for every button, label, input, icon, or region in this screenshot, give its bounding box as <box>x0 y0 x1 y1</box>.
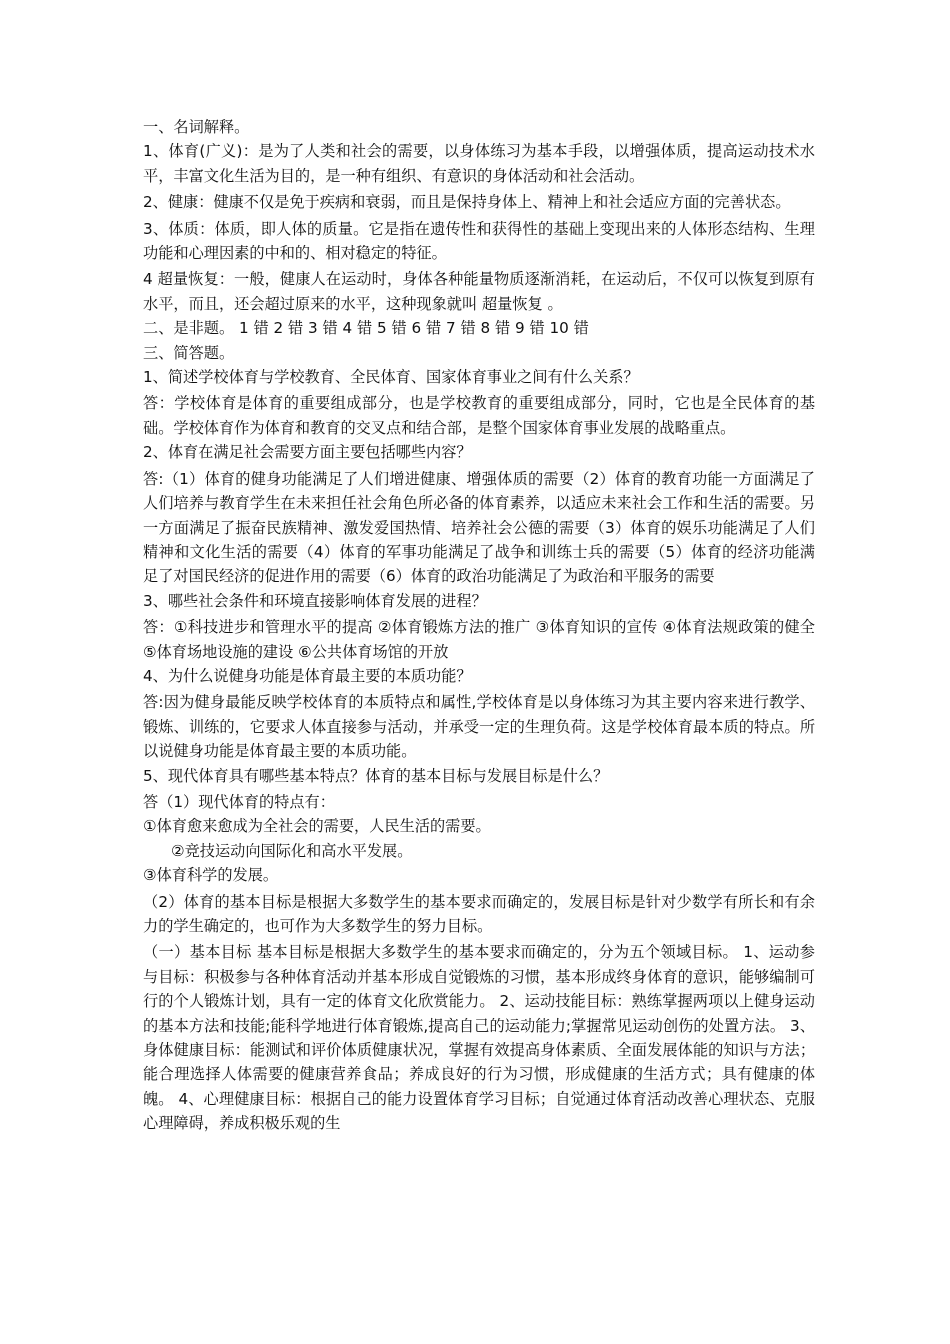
question-2: 2、体育在满足社会需要方面主要包括哪些内容？ <box>143 443 472 462</box>
answer-5-point-1: ①体育愈来愈成为全社会的需要，人民生活的需要。 <box>143 817 491 836</box>
section-heading-definitions: 一、名词解释。 <box>143 118 250 136</box>
question-3: 3、哪些社会条件和环境直接影响体育发展的进程？ <box>143 591 487 610</box>
question-5: 5、现代体育具有哪些基本特点？体育的基本目标与发展目标是什么？ <box>143 766 609 785</box>
question-1: 1、简述学校体育与学校教育、全民体育、国家体育事业之间有什么关系？ <box>143 368 639 387</box>
definition-supercompensation: 4 超量恢复：一般，健康人在运动时，身体各种能量物质逐渐消耗，在运动后，不仅可以恢复到原有水平，而且，还会超过原来的水平，这种现象就叫 超量恢复 。 <box>143 270 815 313</box>
answer-4: 答:因为健身最能反映学校体育的本质特点和属性,学校体育是以身体练习为其主要内容来进行教学、锻炼、训练的，它要求人体直接参与活动，并承受一定的生理负荷。这是学校体育最本质的特点。所以说健身功能是体育最主要的本质功能。 <box>143 693 815 761</box>
answer-3: 答：①科技进步和管理水平的提高 ②体育锻炼方法的推广 ③体育知识的宣传 ④体育法规政策的健全 ⑤体育场地设施的建设 ⑥公共体育场馆的开放 <box>143 618 815 661</box>
answer-5-basic-goals: （一）基本目标 基本目标是根据大多数学生的基本要求而确定的，分为五个领域目标。 1、运动参与目标：积极参与各种体育活动并基本形成自觉锻炼的习惯，基本形成终身体育的意识，能够编制可行的个人锻炼计划，具有一定的体育文化欣赏能力。 2、运动技能目标：熟练掌握两项以上健身运动的基本方法和技能;能科学地进行体育锻炼,提高自己的运动能力;掌握常见运动创伤的处置方法。 3、身体健康目标：能测试和评价体质健康状况，掌握有效提高身体素质、全面发展体能的知识与方法；能合理选择人体需要的健康营养食品；养成良好的行为习惯，形成健康的生活方式；具有健康的体魄。 4、心理健康目标：根据自己的能力设置体育学习目标；自觉通过体育活动改善心理状态、克服心理障碍，养成积极乐观的生 <box>143 943 815 1133</box>
section-heading-true-false: 二、是非题。 1 错 2 错 3 错 4 错 5 错 6 错 7 错 8 错 9 错 10 错 <box>143 319 589 338</box>
definition-health: 2、健康：健康不仅是免于疾病和衰弱，而且是保持身体上、精神上和社会适应方面的完善状态。 <box>143 193 791 212</box>
answer-2: 答:（1）体育的健身功能满足了人们增进健康、增强体质的需要（2）体育的教育功能一方面满足了人们培养与教育学生在未来担任社会角色所必备的体育素养，以适应未来社会工作和生活的需要。另一方面满足了振奋民族精神、激发爱国热情、培养社会公德的需要（3）体育的娱乐功能满足了人们精神和文化生活的需要（4）体育的军事功能满足了战争和训练士兵的需要（5）体育的经济功能满足了对国民经济的促进作用的需要（6）体育的政治功能满足了为政治和平服务的需要 <box>143 469 815 586</box>
answer-5-point-3: ③体育科学的发展。 <box>143 866 279 885</box>
answer-1: 答：学校体育是体育的重要组成部分，也是学校教育的重要组成部分，同时，它也是全民体育的基础。学校体育作为体育和教育的交叉点和结合部，是整个国家体育事业发展的战略重点。 <box>143 394 815 437</box>
definition-sports: 1、体育(广义)：是为了人类和社会的需要，以身体练习为基本手段，以增强体质，提高运动技术水平，丰富文化生活为目的，是一种有组织、有意识的身体活动和社会活动。 <box>143 142 815 185</box>
answer-5-goals: （2）体育的基本目标是根据大多数学生的基本要求而确定的，发展目标是针对少数学有所长和有余力的学生确定的，也可作为大多数学生的努力目标。 <box>143 892 815 935</box>
answer-5-point-2: ②竞技运动向国际化和高水平发展。 <box>171 841 413 860</box>
answer-5-intro: 答（1）现代体育的特点有： <box>143 792 335 811</box>
definition-physique: 3、体质：体质，即人体的质量。它是指在遗传性和获得性的基础上变现出来的人体形态结构、生理功能和心理因素的中和的、相对稳定的特征。 <box>143 219 815 263</box>
question-4: 4、为什么说健身功能是体育最主要的本质功能？ <box>143 666 472 685</box>
section-heading-short-answer: 三、简答题。 <box>143 343 235 362</box>
document-body <box>143 115 815 1136</box>
